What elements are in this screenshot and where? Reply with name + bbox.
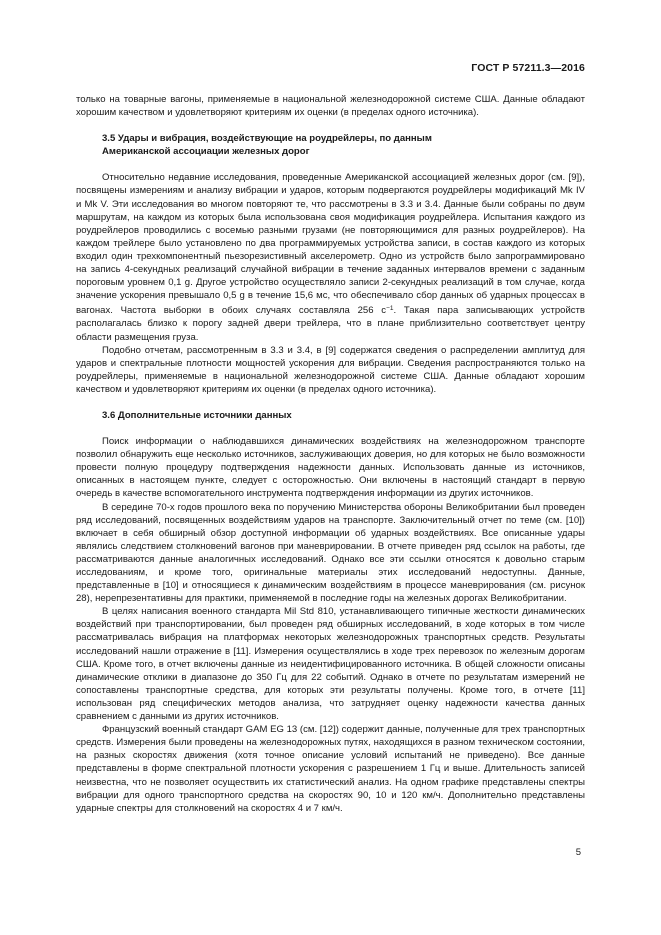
section-3-5-title-line1: 3.5 Удары и вибрация, воздействующие на роудрейлеры, по данным [102, 133, 432, 145]
document-body [76, 93, 585, 815]
section-3-5-paragraph-1-text: Относительно недавние исследования, проведенные Американской ассоциацией железных дорог (см. [9]), посвящены измерениям и анализу вибрации и ударов, которым подвергаются роудрейлеры модификаций Mk IV и Mk V. Эти исследования во многом повторяют те, что рассмотрены в 3.3 и 3.4. Данные были собраны по двум маршрутам, на каждом из которых была использована своя модификация роудрейлера. Испытания каждого из роудрейлеров проводились с восемью разными грузами (не повторяющимися для разных роудрейлеров). На каждом трейлере было установлено по два программируемых устройства записи, в состав каждого из которых входил один трехкомпонентный пьезорезистивный акселерометр. Одно из устройств было запрограммировано на запись 4-секундных реализаций случайной вибрации в течение заданных интервалов времени с заданным пороговым уровнем 0,1 g. Другое устройство осуществляло записи 2-секундных реализаций в том случае, когда значение ускорения превышало 0,5 g в течение 15,6 мс, что обеспечивало сбор данных об ударных процессах в вагонах. Частота выборки в обоих случаях составляла 256 с [76, 172, 585, 317]
section-3-5-title-line2: Американской ассоциации железных дорог [102, 146, 310, 158]
section-3-6-paragraph-3: В целях написания военного стандарта Mil Std 810, устанавливающего типичные жесткости динамических воздействий при транспортировании, был проведен ряд обширных исследований, в ходе которых в том числе рассматривалась вибрация на платформах некоторых железнодорожных транспортных средств. Результаты исследований нашли отражение в [11]. Измерения осуществлялись в ходе трех перевозок по железным дорогам США. Кроме того, в отчет включены данные из неидентифицированного источника. В общей сложности описаны динамические отклики в диапазоне до 350 Гц для 22 событий. Однако в отчете по результатам измерений не сопоставлены транспортные средства, для которых эти результаты получены. Кроме того, в отчете [11] использован ряд специфических методов анализа, что затрудняет оценку надежности качества данных сравнением с данными из других источников. [76, 606, 585, 723]
standard-header: ГОСТ Р 57211.3—2016 [471, 62, 585, 74]
section-3-6-title: 3.6 Дополнительные источники данных [102, 409, 292, 421]
section-3-5-paragraph-1-tail: . Такая пара записывающих устройств располагалась близко к порогу задней двери трейлера, что в плане приблизительно соответствует центру области размещения груза. [76, 305, 585, 343]
intro-paragraph: только на товарные вагоны, применяемые в национальной железнодорожной системе США. Данные обладают хорошим качеством и удовлетворяют критериям их оценки (в пределах одного источника). [76, 94, 585, 119]
section-3-6-paragraph-4: Французский военный стандарт GAM EG 13 (см. [12]) содержит данные, полученные для трех транспортных средств. Измерения были проведены на железнодорожных путях, находящихся в разном техническом состоянии, на разных скоростях движения (хотя точное описание условий испытаний не приведено). Все данные представлены в форме спектральной плотности ускорения с разрешением 1 Гц и выше. Длительность записей неизвестна, что не позволяет осуществить их статистический анализ. На одном графике представлены спектры вибрации для одного транспортного средства на скоростях 90, 10 и 120 км/ч. Дополнительно представлены ударные спектры для столкновений на скоростях 4 и 7 км/ч. [76, 724, 585, 814]
section-3-5-paragraph-2: Подобно отчетам, рассмотренным в 3.3 и 3.4, в [9] содержатся сведения о распределении амплитуд для ударов и спектральные плотности мощностей ускорения для вибрации. Сведения распространяются только на роудрейлеры, применяемые в национальной железнодорожной системе США. Данные обладают хорошим качеством и удовлетворяют критериям их оценки (в пределах одного источника). [76, 344, 585, 395]
section-3-5-title [76, 132, 585, 158]
section-3-5-paragraph-1 [76, 171, 585, 343]
section-3-6-paragraph-2: В середине 70-х годов прошлого века по поручению Министерства обороны Великобритании был проведен ряд исследований, посвященных воздействиям ударов на транспорте. Заключительный отчет по теме (см. [10]) включает в себя обширный обзор доступной информации об ударных воздействиях. Все описанные удары являлись следствием столкновений вагонов при маневрировании. В отчете приведен ряд ссылок на работы, где рассматриваются данные аналогичных исследований. Однако все эти ссылки относятся к довольно старым исследованиям, и кроме того, оригинальные материалы этих исследований недоступны. Данные, представленные в [10] и относящиеся к динамическим воздействиям в процессе маневрирования (см. рисунок 28), нерепрезентативны для практики, применяемой в последние годы на железных дорогах Великобритании. [76, 501, 585, 605]
page-number: 5 [575, 847, 581, 858]
section-3-6-paragraph-1: Поиск информации о наблюдавшихся динамических воздействиях на железнодорожном транспорте позволил обнаружить еще несколько источников, заслуживающих доверия, но для которых не было возможности провести полную процедуру подтверждения надежности данных. Использовать данные из источников, описанных в настоящем пункте, следует с осторожностью. Они включены в настоящий стандарт в первую очередь в качестве вспомогательного инструмента подтверждения информации из других источников. [76, 436, 585, 500]
superscript: −1 [386, 305, 394, 313]
